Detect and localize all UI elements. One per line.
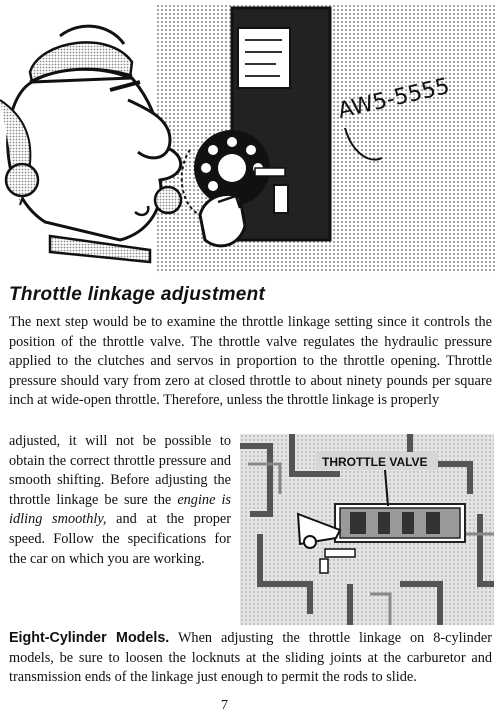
man-head (0, 78, 181, 262)
eight-cylinder-lead: Eight-Cylinder Models. (9, 630, 170, 646)
eight-cylinder-text: When adjusting the throttle linkage on 8-cylinder models, be sure to loosen the locknuts at the sliding joints at the carburetor and transmission ends of the linkage just enough to permit the rods to slide. (9, 630, 492, 686)
paragraph-eight-cylinder (9, 629, 492, 688)
throttle-valve-diagram (240, 434, 494, 625)
page-number: 7 (221, 698, 228, 713)
section-heading: Throttle linkage adjustment (9, 284, 266, 305)
dialing-hand (200, 194, 245, 246)
throttle-valve-label: THROTTLE VALVE (322, 455, 428, 469)
sailor-hat (30, 26, 132, 82)
paragraph-intro: The next step would be to examine the throttle linkage setting since it controls the position of the throttle valve. The throttle valve regulates the hydraulic pressure applied to the clutches and servos in proportion to the throttle opening. Throttle pressure should vary from zero at closed throttle to about ninety pounds per square inch at wide-open throttle. Therefore, unless the throttle linkage is properly (9, 314, 492, 409)
paragraph-adjustment-emphasis: engine is idling smoothly, (9, 491, 231, 528)
paragraph-adjustment-text-end: and at the proper speed. Follow the specifications for the car on which you are working. (9, 511, 231, 567)
phone-number: AW5-5555 (335, 73, 452, 124)
cartoon-illustration (0, 0, 500, 278)
paragraph-adjustment (9, 432, 231, 569)
paragraph-adjustment-text: adjusted, it will not be possible to obtain the correct throttle pressure and smooth shifting. Before adjusting the throttle linkage be sure the (9, 433, 231, 508)
